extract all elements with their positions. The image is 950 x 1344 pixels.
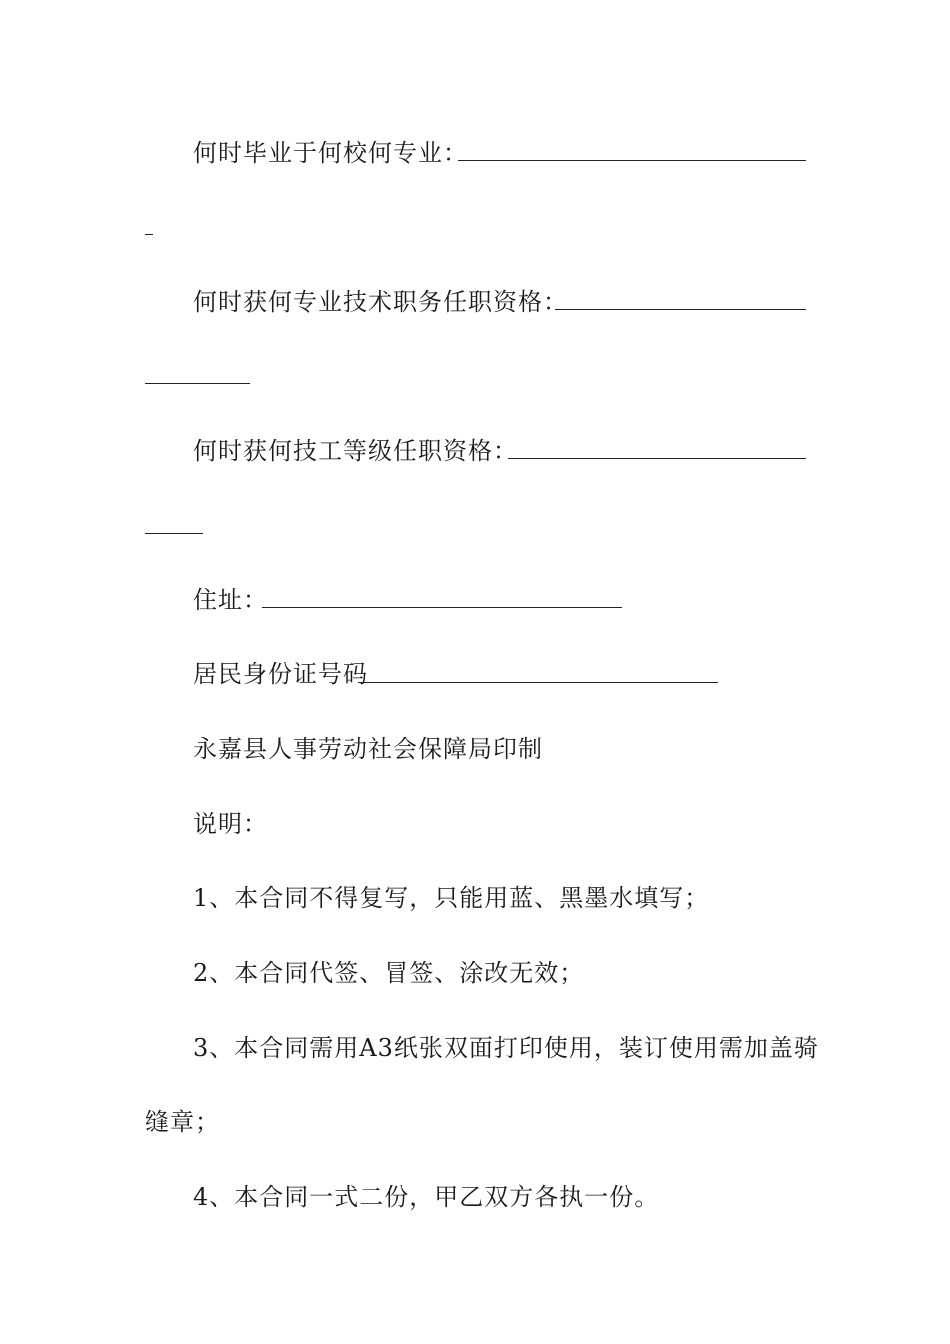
note-item-1: 1、本合同不得复写，只能用蓝、黑墨水填写； <box>193 884 710 912</box>
field-address-blank <box>262 607 622 608</box>
notes-heading: 说明： <box>193 810 268 838</box>
field-id-number-blank <box>358 682 718 683</box>
field-tech-title-label: 何时获何专业技术职务任职资格： <box>193 288 568 316</box>
field-skill-grade-label: 何时获何技工等级任职资格： <box>193 437 518 465</box>
field-skill-grade-blank-line2 <box>145 533 203 534</box>
field-address-label: 住址： <box>193 586 268 614</box>
field-graduation-blank-line2 <box>145 234 153 235</box>
note-item-3-line-2: 缝章； <box>145 1108 220 1136</box>
field-tech-title-blank-line1 <box>555 309 806 310</box>
field-graduation-blank-line1 <box>458 160 806 161</box>
field-graduation-label: 何时毕业于何校何专业： <box>193 139 468 167</box>
note-item-2: 2、本合同代签、冒签、涂改无效； <box>193 959 585 987</box>
publisher-line: 永嘉县人事劳动社会保障局印制 <box>193 735 543 763</box>
field-tech-title-blank-line2 <box>145 383 250 384</box>
field-skill-grade-blank-line1 <box>508 458 806 459</box>
note-item-3-line-1: 3、本合同需用A3纸张双面打印使用，装订使用需加盖骑 <box>193 1034 819 1062</box>
field-id-number-label: 居民身份证号码 <box>193 660 368 688</box>
note-item-4: 4、本合同一式二份，甲乙双方各执一份。 <box>193 1183 660 1211</box>
